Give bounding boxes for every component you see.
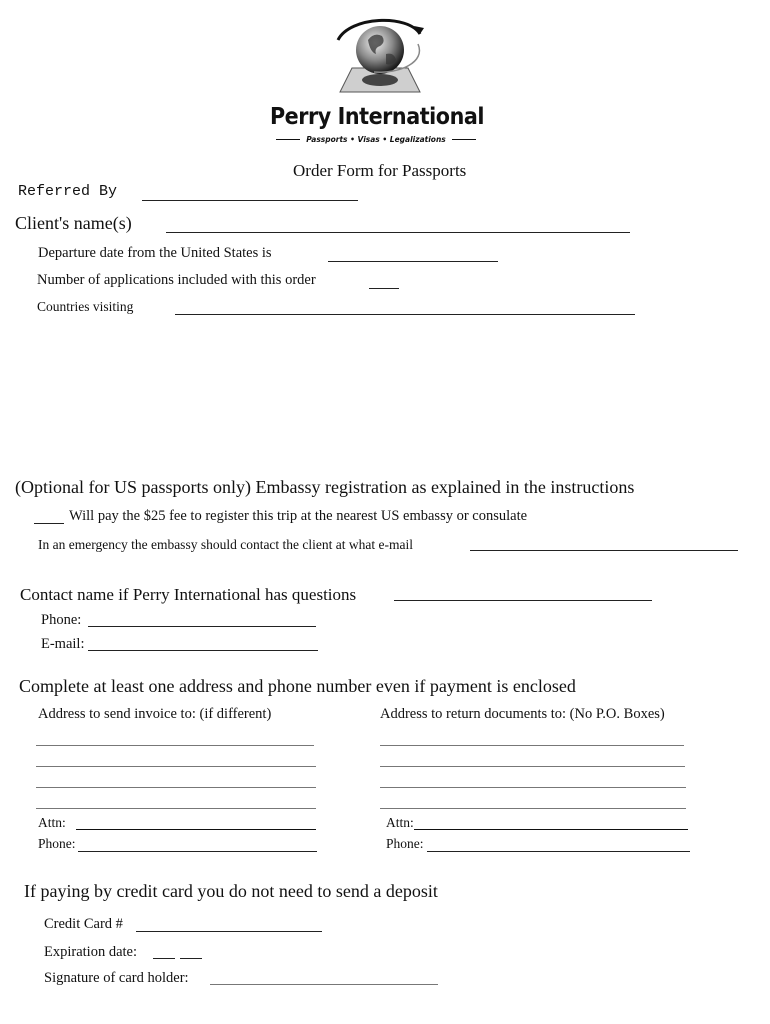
contact-email-field[interactable]: [88, 650, 318, 651]
invoice-address-line-1[interactable]: [36, 745, 314, 746]
contact-heading: Contact name if Perry International has questions: [20, 585, 357, 604]
expiration-year-field[interactable]: [180, 958, 202, 959]
form-title: Order Form for Passports: [293, 161, 467, 180]
address-heading: Complete at least one address and phone number even if payment is enclosed: [19, 676, 576, 696]
expiration-date-label: Expiration date:: [44, 944, 138, 960]
invoice-attn-label: Attn:: [38, 815, 66, 830]
countries-visiting-field[interactable]: [175, 314, 635, 315]
return-address-label: Address to return documents to: (No P.O. Boxes): [380, 706, 665, 722]
signature-label: Signature of card holder:: [44, 970, 189, 986]
invoice-address-line-4[interactable]: [36, 808, 316, 809]
return-address-line-1[interactable]: [380, 745, 684, 746]
embassy-fee-label: Will pay the $25 fee to register this trip at the nearest US embassy or consulate: [69, 508, 528, 524]
contact-email-label: E-mail:: [41, 636, 85, 652]
return-address-line-4[interactable]: [380, 808, 686, 809]
invoice-address-line-2[interactable]: [36, 766, 316, 767]
credit-card-label: Credit Card #: [44, 916, 123, 932]
departure-date-label: Departure date from the United States is: [38, 245, 272, 261]
embassy-fee-checkbox-line[interactable]: [34, 523, 64, 524]
countries-visiting-label: Countries visiting: [37, 299, 134, 314]
contact-phone-label: Phone:: [41, 612, 82, 628]
invoice-phone-label: Phone:: [38, 836, 76, 851]
return-address-line-3[interactable]: [380, 787, 686, 788]
emergency-email-field[interactable]: [470, 550, 738, 551]
brand-name: Perry International: [269, 104, 485, 130]
invoice-attn-field[interactable]: [76, 829, 316, 830]
signature-field[interactable]: [210, 984, 438, 985]
contact-phone-field[interactable]: [88, 626, 316, 627]
payment-heading: If paying by credit card you do not need to send a deposit: [24, 881, 438, 901]
client-names-label: Client's name(s): [15, 213, 132, 233]
return-attn-label: Attn:: [386, 815, 414, 830]
tagline-rule-left: [276, 139, 300, 140]
return-phone-field[interactable]: [427, 851, 690, 852]
emergency-email-label: In an emergency the embassy should contact the client at what e-mail: [38, 537, 413, 552]
departure-date-field[interactable]: [328, 261, 498, 262]
credit-card-field[interactable]: [136, 931, 322, 932]
globe-logo-icon: [330, 14, 430, 98]
invoice-address-label: Address to send invoice to: (if different): [38, 706, 272, 722]
tagline-rule-right: [452, 139, 476, 140]
invoice-address-line-3[interactable]: [36, 787, 316, 788]
tagline-text: Passports • Visas • Legalizations: [306, 135, 446, 144]
num-applications-field[interactable]: [369, 288, 399, 289]
referred-by-label: Referred By: [18, 183, 118, 200]
invoice-phone-field[interactable]: [78, 851, 317, 852]
num-applications-label: Number of applications included with this order: [37, 272, 316, 288]
contact-name-field[interactable]: [394, 600, 652, 601]
return-attn-field[interactable]: [414, 829, 688, 830]
client-names-field[interactable]: [166, 232, 630, 233]
embassy-heading: (Optional for US passports only) Embassy registration as explained in the instructions: [15, 477, 635, 497]
expiration-month-field[interactable]: [153, 958, 175, 959]
return-address-line-2[interactable]: [380, 766, 685, 767]
return-phone-label: Phone:: [386, 836, 424, 851]
brand-tagline: [276, 135, 476, 144]
referred-by-field[interactable]: [142, 200, 358, 201]
